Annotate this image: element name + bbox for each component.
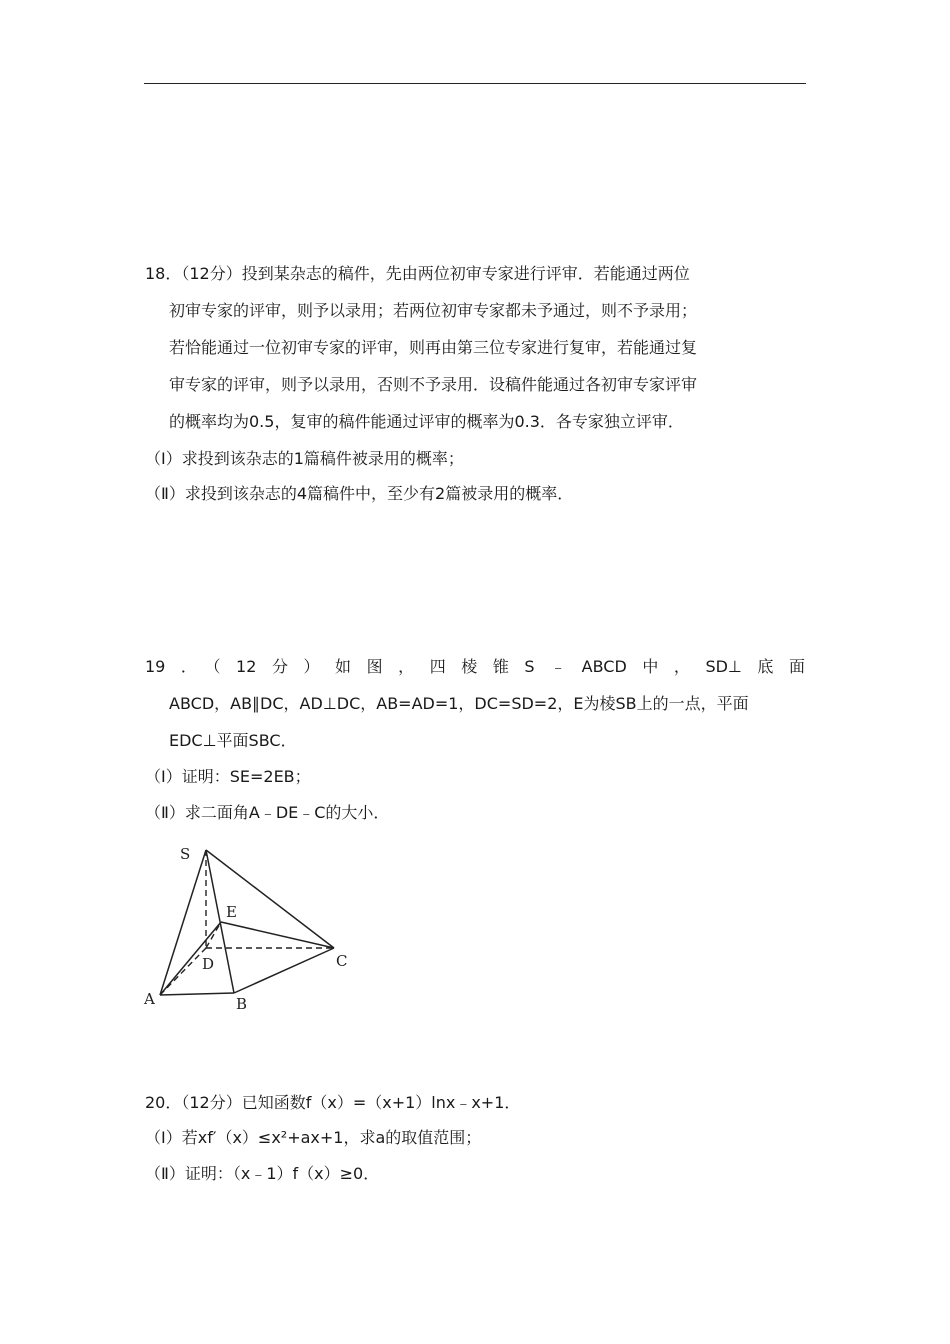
q18-part-2: （Ⅱ）求投到该杂志的4篇稿件中，至少有2篇被录用的概率． — [145, 484, 574, 503]
q18-line-4: 审专家的评审，则予以录用，否则不予录用．设稿件能通过各初审专家评审 — [169, 375, 698, 394]
label-S: S — [180, 845, 191, 863]
q18-line-2: 初审专家的评审，则予以录用；若两位初审专家都未予通过，则不予录用； — [169, 301, 698, 320]
edge-DE — [206, 922, 221, 948]
edge-AB — [160, 993, 234, 995]
label-A: A — [144, 990, 155, 1008]
q20-part-1: （Ⅰ）若xf′（x）≤x²+ax+1，求a的取值范围； — [145, 1128, 482, 1147]
q19-line-3: EDC⊥平面SBC． — [169, 731, 297, 750]
q18-line-3: 若恰能通过一位初审专家的评审，则再由第三位专家进行复审，若能通过复 — [169, 338, 698, 357]
q18-part-1: （Ⅰ）求投到该杂志的1篇稿件被录用的概率； — [145, 449, 464, 468]
edge-SA — [160, 850, 206, 995]
q19-part-2: （Ⅱ）求二面角A﹣DE﹣C的大小． — [145, 803, 390, 822]
q19-part-1: （Ⅰ）证明：SE=2EB； — [145, 767, 311, 786]
label-B: B — [236, 995, 248, 1013]
q20-part-2: （Ⅱ）证明：（x﹣1）f（x）≥0． — [145, 1164, 380, 1183]
pyramid-figure — [140, 842, 360, 1014]
label-D: D — [202, 955, 215, 973]
q19-line-2: ABCD，AB∥DC，AD⊥DC，AB=AD=1，DC=SD=2，E为棱SB上的一点，平面 — [169, 694, 749, 713]
q19-line-1: 19．（12分）如图，四棱锥S﹣ABCD中，SD⊥底面 — [145, 657, 805, 676]
edge-BC — [234, 948, 334, 993]
q20-line-1: 20．（12分）已知函数f（x）=（x+1）lnx﹣x+1． — [145, 1093, 521, 1112]
header-rule — [144, 83, 806, 84]
q18-line-1: 18．（12分）投到某杂志的稿件，先由两位初审专家进行评审．若能通过两位 — [145, 264, 690, 283]
label-E: E — [226, 903, 237, 921]
label-C: C — [336, 952, 348, 970]
q18-line-5: 的概率均为0.5，复审的稿件能通过评审的概率为0.3．各专家独立评审． — [169, 412, 684, 431]
